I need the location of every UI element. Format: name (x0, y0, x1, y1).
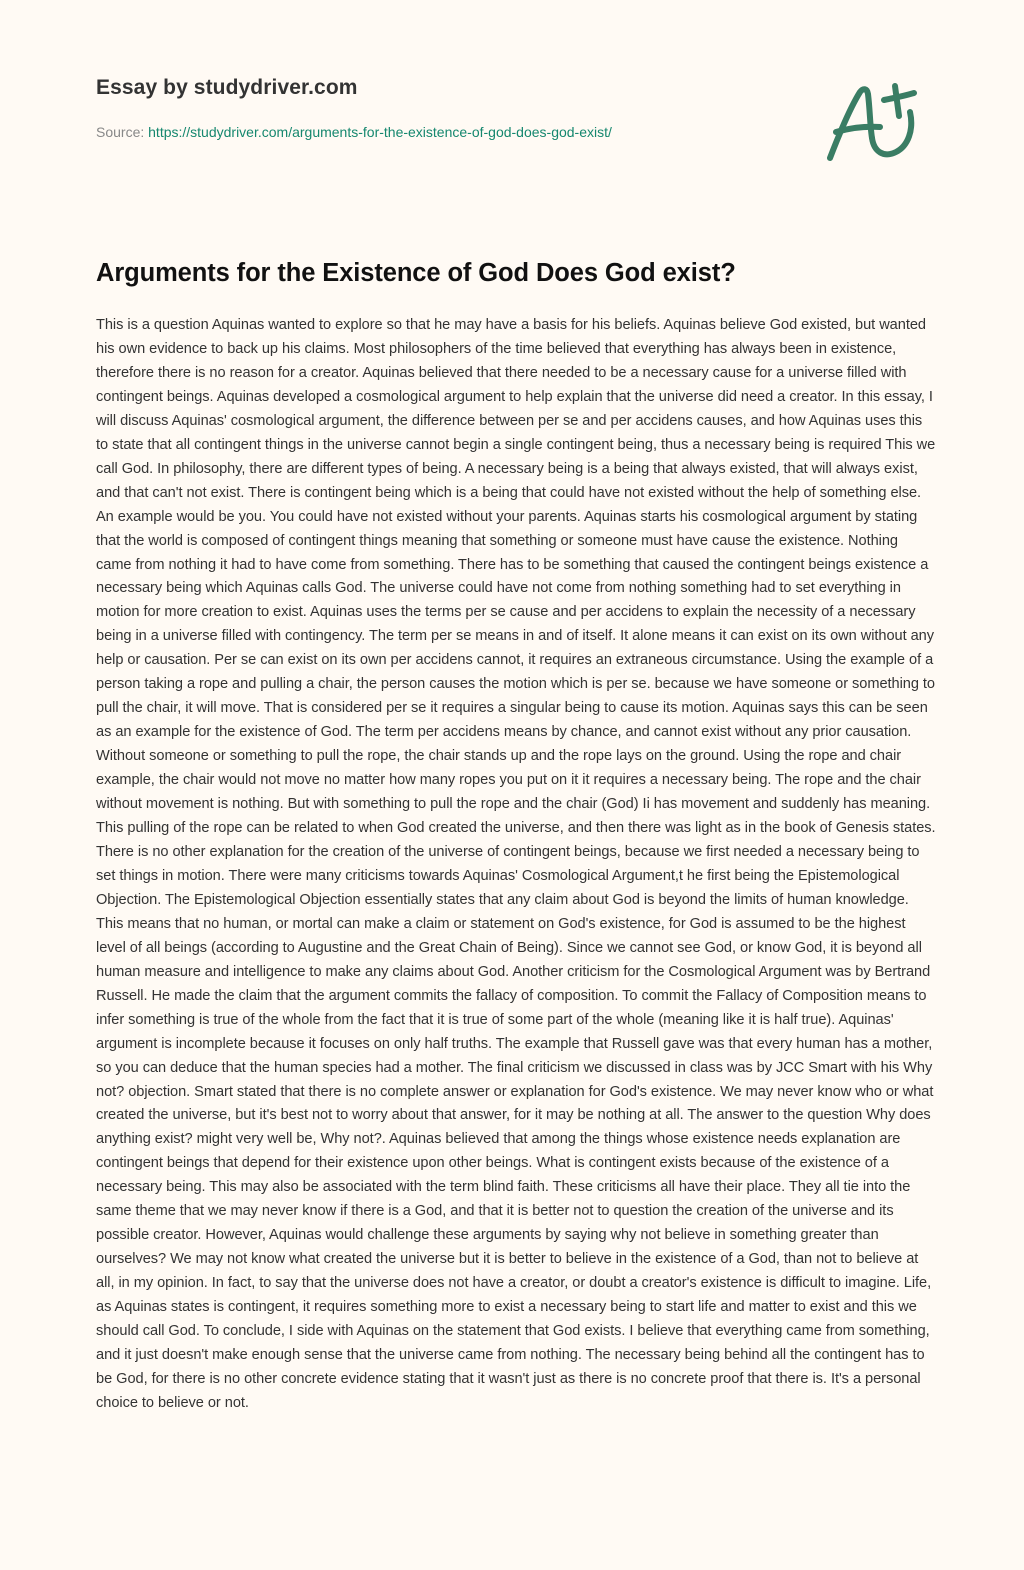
a-plus-grade-icon (818, 70, 928, 170)
source-link[interactable]: https://studydriver.com/arguments-for-the-existence-of-god-does-god-exist/ (148, 124, 612, 140)
site-title: Essay by studydriver.com (96, 76, 358, 99)
page-header (96, 74, 796, 141)
source-label: Source: (96, 124, 149, 140)
source-line (96, 123, 796, 141)
essay-body: This is a question Aquinas wanted to explore so that he may have a basis for his beliefs. Aquinas believe God existed, but wanted his own evidence to back up his claims. Most philosophers of the time believed that everything has always been in existence, therefore there is no reason for a creator. Aquinas believed that there needed to be a necessary cause for a universe filled with contingent beings. Aquinas developed a cosmological argument to help explain that the universe did need a creator. In this essay, I will discuss Aquinas' cosmological argument, the difference between per se and per accidens causes, and how Aquinas uses this to state that all contingent things in the universe cannot begin a single contingent being, thus a necessary being is required This we call God. In philosophy, there are different types of being. A necessary being is a being that always existed, that will always exist, and that can't not exist. There is contingent being which is a being that could have not existed without the help of something else. An example would be you. You could have not existed without your parents. Aquinas starts his cosmological argument by stating that the world is composed of contingent things meaning that something or someone must have cause the existence. Nothing came from nothing it had to have come from something. There has to be something that caused the contingent beings existence a necessary being which Aquinas calls God. The universe could have not come from nothing something had to set everything in motion for more creation to exist. Aquinas uses the terms per se cause and per accidens to explain the necessity of a necessary being in a universe filled with contingency. The term per se means in and of itself. It alone means it can exist on its own without any help or causation. Per se can exist on its own per accidens cannot, it requires an extraneous circumstance. Using the example of a person taking a rope and pulling a chair, the person causes the motion which is per se. because we have someone or something to pull the chair, it will move. That is considered per se it requires a singular being to cause its motion. Aquinas says this can be seen as an example for the existence of God. The term per accidens means by chance, and cannot exist without any prior causation. Without someone or something to pull the rope, the chair stands up and the rope lays on the ground. Using the rope and chair example, the chair would not move no matter how many ropes you put on it it requires a necessary being. The rope and the chair without movement is nothing. But with something to pull the rope and the chair (God) Ii has movement and suddenly has meaning. This pulling of the rope can be related to when God created the universe, and then there was light as in the book of Genesis states. There is no other explanation for the creation of the universe of contingent beings, because we first needed a necessary being to set things in motion. There were many criticisms towards Aquinas' Cosmological Argument,t he first being the Epistemological Objection. The Epistemological Objection essentially states that any claim about God is beyond the limits of human knowledge. This means that no human, or mortal can make a claim or statement on God's existence, for God is assumed to be the highest level of all beings (according to Augustine and the Great Chain of Being). Since we cannot see God, or know God, it is beyond all human measure and intelligence to make any claims about God. Another criticism for the Cosmological Argument was by Bertrand Russell. He made the claim that the argument commits the fallacy of composition. To commit the Fallacy of Composition means to infer something is true of the whole from the fact that it is true of some part of the whole (meaning like it is half true). Aquinas' argument is incomplete because it focuses on only half truths. The example that Russell gave was that every human has a mother, so you can deduce that the human species had a mother. The final criticism we discussed in class was by JCC Smart with his Why not? objection. Smart stated that there is no complete answer or explanation for God's existence. We may never know who or what created the universe, but it's best not to worry about that answer, for it may be nothing at all. The answer to the question Why does anything exist? might very well be, Why not?. Aquinas believed that among the things whose existence needs explanation are contingent beings that depend for their existence upon other beings. What is contingent exists because of the existence of a necessary being. This may also be associated with the term blind faith. These criticisms all have their place. They all tie into the same theme that we may never know if there is a God, and that it is better not to question the creation of the universe and its possible creator. However, Aquinas would challenge these arguments by saying why not believe in something greater than ourselves? We may not know what created the universe but it is better to believe in the existence of a God, than not to believe at all, in my opinion. In fact, to say that the universe does not have a creator, or doubt a creator's existence is difficult to imagine. Life, as Aquinas states is contingent, it requires something more to exist a necessary being to start life and matter to exist and this we should call God. To conclude, I side with Aquinas on the statement that God exists. I believe that everything came from something, and it just doesn't make enough sense that the universe came from nothing. The necessary being behind all the contingent has to be God, for there is no other concrete evidence stating that it wasn't just as there is no concrete proof that there is. It's a personal choice to believe or not. (96, 317, 936, 1411)
essay-title: Arguments for the Existence of God Does God exist? (96, 259, 736, 287)
